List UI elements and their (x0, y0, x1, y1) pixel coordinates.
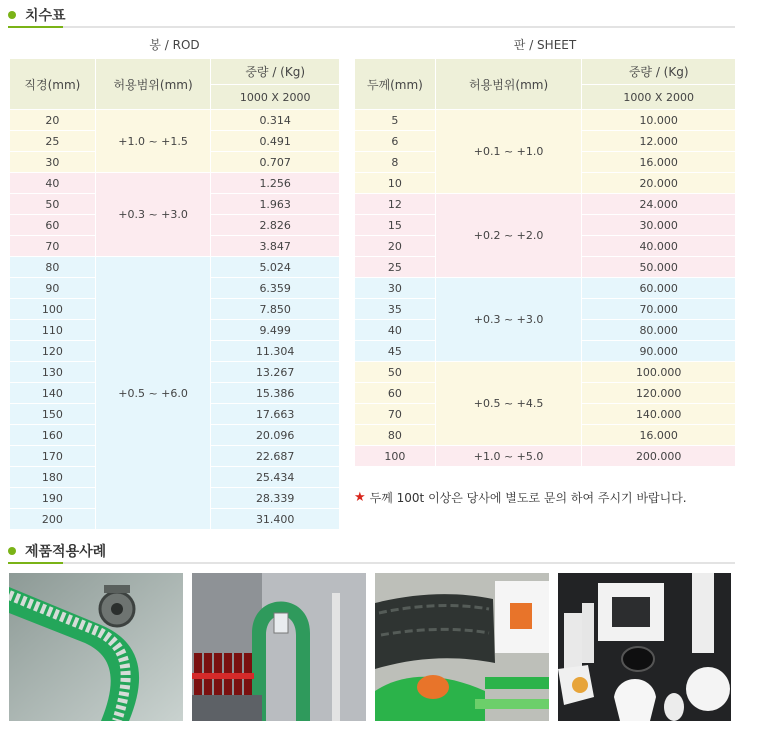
rod-size-cell: 110 (10, 320, 96, 341)
rod-weight-cell: 11.304 (211, 341, 340, 362)
sheet-size-cell: 12 (355, 194, 436, 215)
sheet-weight-cell: 140.000 (582, 404, 736, 425)
rod-weight-header: 중량 / (Kg) (211, 59, 340, 85)
table-row (355, 110, 736, 131)
sheet-tolerance-cell: +1.0 ~ +5.0 (435, 446, 582, 467)
rod-weight-cell: 1.963 (211, 194, 340, 215)
sheet-size-cell: 45 (355, 341, 436, 362)
sheet-weight-cell: 90.000 (582, 341, 736, 362)
sheet-size-cell: 10 (355, 173, 436, 194)
rod-weight-cell: 13.267 (211, 362, 340, 383)
rod-weight-cell: 9.499 (211, 320, 340, 341)
rod-size-cell: 30 (10, 152, 96, 173)
rod-size-cell: 60 (10, 215, 96, 236)
rod-tolerance-header: 허용범위(mm) (95, 59, 211, 110)
rod-size-cell: 150 (10, 404, 96, 425)
rod-tolerance-cell: +1.0 ~ +1.5 (95, 110, 211, 173)
sheet-size-cell: 60 (355, 383, 436, 404)
table-row (10, 110, 340, 131)
rod-size-cell: 20 (10, 110, 96, 131)
sheet-table (354, 58, 736, 467)
table-row (355, 194, 736, 215)
sheet-weight-cell: 50.000 (582, 257, 736, 278)
rod-size-header: 직경(mm) (10, 59, 96, 110)
rod-size-cell: 100 (10, 299, 96, 320)
dimensions-section-header (8, 5, 66, 25)
inquiry-note-text: 두께 100t 이상은 당사에 별도로 문의 하여 주시기 바랍니다. (369, 491, 687, 505)
rod-weight-cell: 25.434 (211, 467, 340, 488)
wear-parts-photo (375, 573, 549, 721)
sheet-size-cell: 100 (355, 446, 436, 467)
bullet-icon (8, 11, 16, 19)
sheet-tolerance-cell: +0.1 ~ +1.0 (435, 110, 582, 194)
sheet-tolerance-cell: +0.3 ~ +3.0 (435, 278, 582, 362)
sheet-caption: 판 / SHEET (513, 38, 577, 52)
applications-section-header (8, 541, 106, 561)
sheet-weight-cell: 80.000 (582, 320, 736, 341)
rod-weight-cell: 5.024 (211, 257, 340, 278)
table-row (10, 257, 340, 278)
rod-weight-cell: 3.847 (211, 236, 340, 257)
sheet-tolerance-cell: +0.2 ~ +2.0 (435, 194, 582, 278)
sheet-weight-cell: 40.000 (582, 236, 736, 257)
sheet-weight-subheader: 1000 X 2000 (582, 85, 736, 110)
rod-size-cell: 190 (10, 488, 96, 509)
rod-size-cell: 130 (10, 362, 96, 383)
rod-weight-subheader: 1000 X 2000 (211, 85, 340, 110)
rod-weight-cell: 0.491 (211, 131, 340, 152)
rod-size-cell: 70 (10, 236, 96, 257)
table-row (10, 173, 340, 194)
inquiry-note (354, 489, 687, 506)
sheet-size-cell: 35 (355, 299, 436, 320)
sheet-weight-cell: 30.000 (582, 215, 736, 236)
star-icon: ★ (354, 490, 366, 505)
sheet-size-cell: 20 (355, 236, 436, 257)
sheet-weight-cell: 24.000 (582, 194, 736, 215)
table-row (355, 278, 736, 299)
sheet-weight-header: 중량 / (Kg) (582, 59, 736, 85)
machined-parts-photo (558, 573, 731, 721)
sheet-weight-cell: 60.000 (582, 278, 736, 299)
rod-weight-cell: 17.663 (211, 404, 340, 425)
bullet-icon (8, 547, 16, 555)
sheet-size-cell: 50 (355, 362, 436, 383)
rod-size-cell: 180 (10, 467, 96, 488)
sheet-size-cell: 25 (355, 257, 436, 278)
rod-size-cell: 40 (10, 173, 96, 194)
applications-title: 제품적용사례 (25, 544, 107, 560)
sheet-weight-cell: 10.000 (582, 110, 736, 131)
rod-size-cell: 200 (10, 509, 96, 530)
rod-weight-cell: 7.850 (211, 299, 340, 320)
rod-tolerance-cell: +0.3 ~ +3.0 (95, 173, 211, 257)
sheet-weight-cell: 20.000 (582, 173, 736, 194)
sheet-size-cell: 6 (355, 131, 436, 152)
bottling-line-photo (192, 573, 366, 721)
sheet-size-cell: 8 (355, 152, 436, 173)
rod-weight-cell: 22.687 (211, 446, 340, 467)
rod-size-cell: 50 (10, 194, 96, 215)
rod-weight-cell: 31.400 (211, 509, 340, 530)
rod-size-cell: 80 (10, 257, 96, 278)
sheet-weight-cell: 16.000 (582, 152, 736, 173)
rod-size-cell: 120 (10, 341, 96, 362)
table-row (355, 362, 736, 383)
sheet-weight-cell: 200.000 (582, 446, 736, 467)
sheet-tolerance-cell: +0.5 ~ +4.5 (435, 362, 582, 446)
rod-caption: 봉 / ROD (149, 38, 200, 52)
sheet-size-cell: 5 (355, 110, 436, 131)
rod-weight-cell: 1.256 (211, 173, 340, 194)
sheet-weight-cell: 100.000 (582, 362, 736, 383)
rod-size-cell: 170 (10, 446, 96, 467)
rod-weight-cell: 0.314 (211, 110, 340, 131)
sheet-weight-cell: 120.000 (582, 383, 736, 404)
rod-tolerance-cell: +0.5 ~ +6.0 (95, 257, 211, 530)
rod-weight-cell: 0.707 (211, 152, 340, 173)
rod-weight-cell: 28.339 (211, 488, 340, 509)
rod-weight-cell: 2.826 (211, 215, 340, 236)
rod-weight-cell: 20.096 (211, 425, 340, 446)
rod-size-cell: 140 (10, 383, 96, 404)
sheet-size-cell: 15 (355, 215, 436, 236)
sheet-size-cell: 80 (355, 425, 436, 446)
sheet-size-cell: 40 (355, 320, 436, 341)
rod-table (9, 58, 340, 530)
dimensions-title: 치수표 (25, 8, 66, 24)
sheet-weight-cell: 70.000 (582, 299, 736, 320)
rod-size-cell: 25 (10, 131, 96, 152)
sheet-size-cell: 30 (355, 278, 436, 299)
sheet-size-header: 두께(mm) (355, 59, 436, 110)
sheet-tolerance-header: 허용범위(mm) (435, 59, 582, 110)
sheet-weight-cell: 12.000 (582, 131, 736, 152)
rod-weight-cell: 6.359 (211, 278, 340, 299)
rod-size-cell: 160 (10, 425, 96, 446)
applications-divider (8, 562, 735, 564)
chain-conveyor-photo (9, 573, 183, 721)
sheet-weight-cell: 16.000 (582, 425, 736, 446)
rod-weight-cell: 15.386 (211, 383, 340, 404)
rod-size-cell: 90 (10, 278, 96, 299)
dimensions-divider (8, 26, 735, 28)
table-row (355, 446, 736, 467)
sheet-size-cell: 70 (355, 404, 436, 425)
